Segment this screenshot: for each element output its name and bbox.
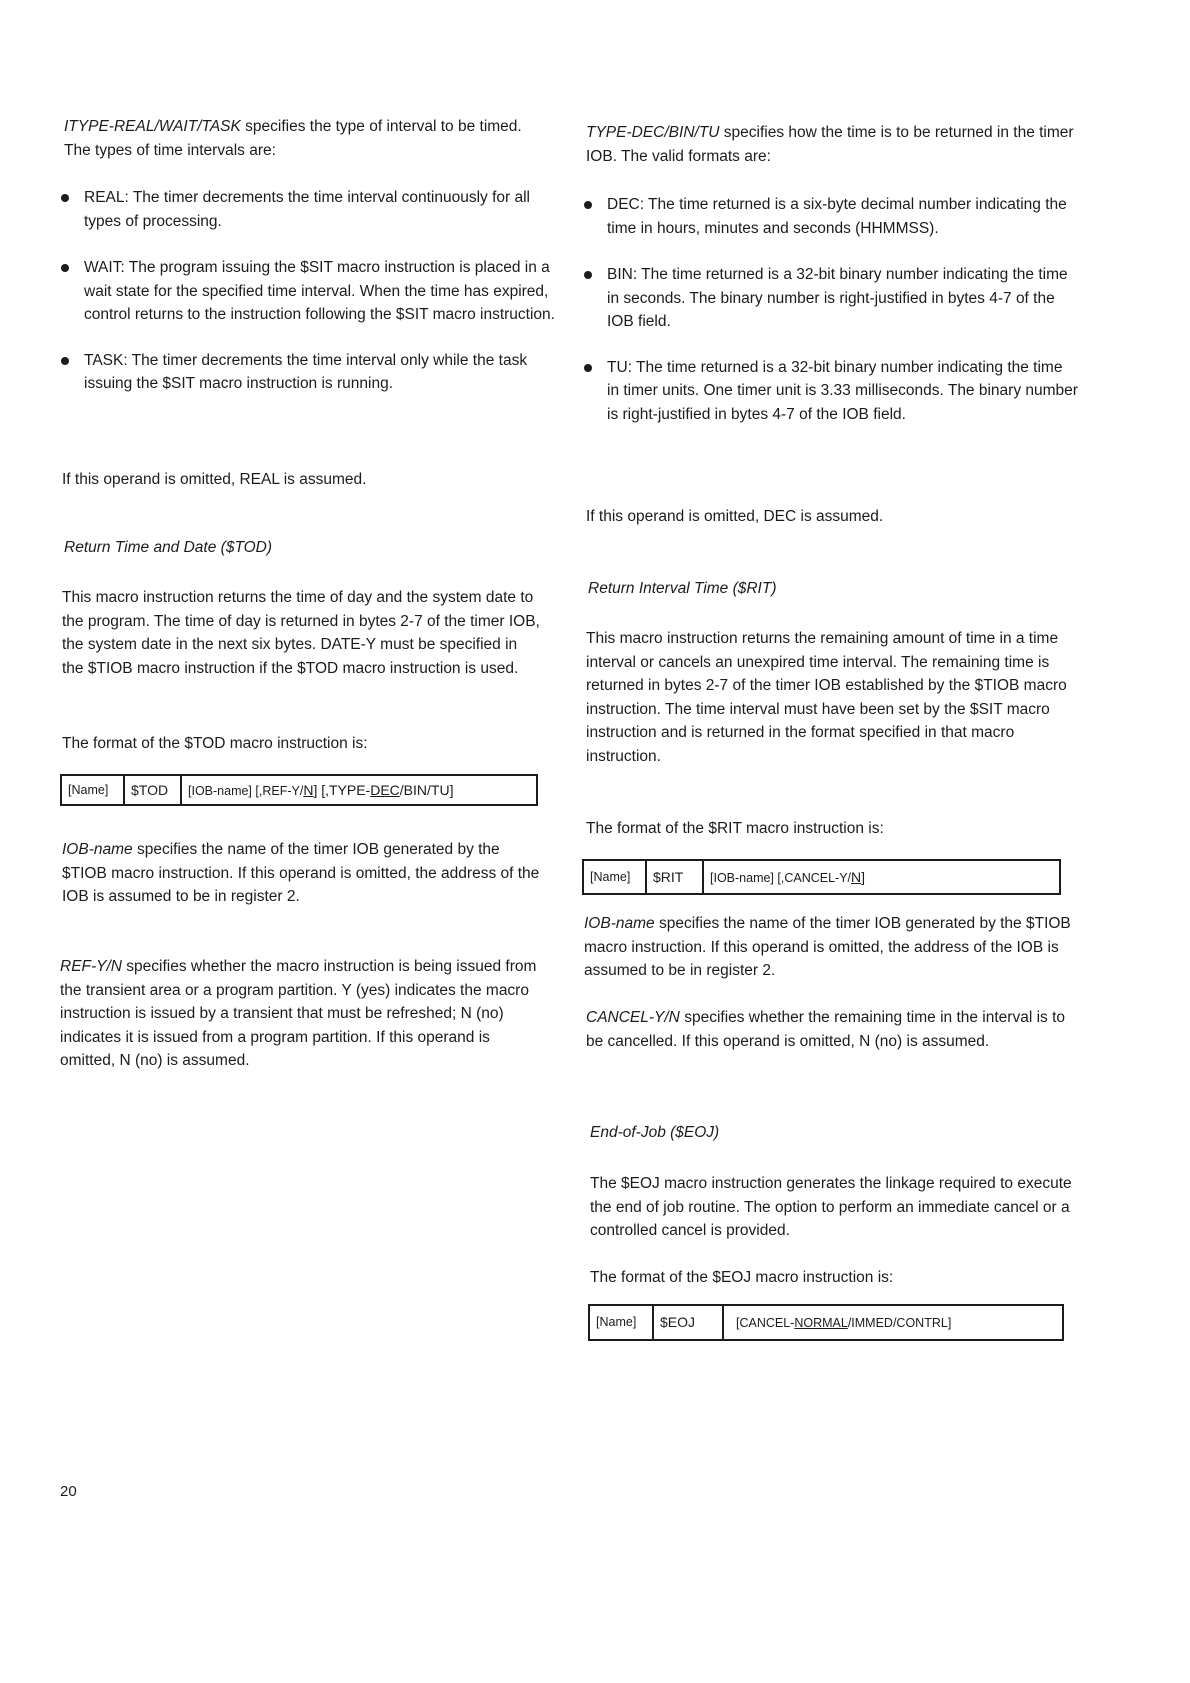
list-item: TASK: The timer decrements the time interval only while the task issuing the $SIT macro instruction is running. xyxy=(60,349,558,396)
list-item: BIN: The time returned is a 32-bit binary number indicating the time in seconds. The binary number is right-justified in bytes 4-7 of the IOB field. xyxy=(583,263,1078,334)
bullet-icon xyxy=(61,357,69,365)
tod-name-cell: [Name] xyxy=(68,783,109,797)
bullet-icon xyxy=(61,264,69,272)
bullet-icon xyxy=(584,364,592,372)
interval-type-list xyxy=(60,186,558,396)
type-default-note: If this operand is omitted, REAL is assumed. xyxy=(62,471,367,488)
list-item: REAL: The timer decrements the time interval continuously for all types of processing. xyxy=(60,186,558,233)
type-operand-text: specifies the type of interval to be timed. The types of time intervals are: xyxy=(64,118,522,159)
type-operand-term: ITYPE-REAL/WAIT/TASK xyxy=(64,118,241,135)
type-format-default-note: If this operand is omitted, DEC is assumed. xyxy=(586,508,884,525)
type-format-paragraph: TYPE-DEC/BIN/TU specifies how the time is to be returned in the timer IOB. The valid formats are: xyxy=(586,124,1074,165)
eoj-heading: End-of-Job ($EOJ) xyxy=(590,1124,720,1141)
tod-op-cell: $TOD xyxy=(123,776,180,804)
tod-description: This macro instruction returns the time of day and the system date to the program. The time of day is returned in bytes 2-7 of the timer IOB, the system date in the next six bytes. DATE-Y must be specified in the $TIOB macro instruction if the $TOD macro instruction is used. xyxy=(62,589,540,677)
eoj-format-intro: The format of the $EOJ macro instruction is: xyxy=(590,1269,894,1286)
eoj-op-cell: $EOJ xyxy=(652,1306,722,1339)
time-format-list xyxy=(583,193,1078,426)
tod-operands-cell: [IOB-name] [,REF-Y/N] [,TYPE-DEC/BIN/TU] xyxy=(180,776,536,804)
ref-paragraph: REF-Y/N specifies whether the macro instruction is being issued from the transient area or a program partition. Y (yes) indicates the macro instruction is issued by a transient that must be refreshed; N (no) indicates it is issued from a program partition. If this operand is omitted, N (no) is assumed. xyxy=(60,958,537,1069)
list-item: DEC: The time returned is a six-byte decimal number indicating the time in hours, minutes and seconds (HHMMSS). xyxy=(583,193,1078,240)
eoj-name-cell: [Name] xyxy=(596,1315,637,1329)
iob-name-paragraph: IOB-name specifies the name of the timer IOB generated by the $TIOB macro instruction. If this operand is omitted, the address of the IOB is assumed to be in register 2. xyxy=(62,841,540,905)
bullet-icon xyxy=(61,194,69,202)
tod-format-box xyxy=(60,774,538,806)
eoj-operands-cell: [CANCEL-NORMAL/IMMED/CONTRL] xyxy=(722,1306,1062,1339)
bullet-icon xyxy=(584,271,592,279)
type-operand-paragraph xyxy=(64,115,534,162)
rit-format-intro: The format of the $RIT macro instruction is: xyxy=(586,820,884,837)
rit-name-cell: [Name] xyxy=(590,870,631,884)
rit-heading: Return Interval Time ($RIT) xyxy=(588,580,777,597)
cancel-paragraph: CANCEL-Y/N specifies whether the remaining time in the interval is to be cancelled. If this operand is omitted, N (no) is assumed. xyxy=(586,1009,1065,1050)
list-item: WAIT: The program issuing the $SIT macro instruction is placed in a wait state for the specified time interval. When the time has expired, control returns to the instruction following the $SIT macro instruction. xyxy=(60,256,558,327)
tod-heading: Return Time and Date ($TOD) xyxy=(64,539,273,556)
rit-operands-cell: [IOB-name] [,CANCEL-Y/N] xyxy=(702,861,1059,893)
rit-op-cell: $RIT xyxy=(645,861,702,893)
rit-description: This macro instruction returns the remaining amount of time in a time interval or cancels an unexpired time interval. The remaining time is returned in bytes 2-7 of the timer IOB established by the $TIOB macro instruction. The time interval must have been set by the $SIT macro instruction and is returned in the format specified in that macro instruction. xyxy=(586,630,1067,765)
list-item: TU: The time returned is a 32-bit binary number indicating the time in timer units. One timer unit is 3.33 milliseconds. The binary number is right-justified in bytes 4-7 of the IOB field. xyxy=(583,356,1078,427)
rit-format-box xyxy=(582,859,1061,895)
bullet-icon xyxy=(584,201,592,209)
eoj-format-box xyxy=(588,1304,1064,1341)
eoj-description: The $EOJ macro instruction generates the linkage required to execute the end of job routine. The option to perform an immediate cancel or a controlled cancel is provided. xyxy=(590,1175,1072,1239)
page-number: 20 xyxy=(60,1483,77,1500)
rit-iob-name-paragraph: IOB-name specifies the name of the timer IOB generated by the $TIOB macro instruction. If this operand is omitted, the address of the IOB is assumed to be in register 2. xyxy=(584,915,1071,979)
tod-format-intro: The format of the $TOD macro instruction is: xyxy=(62,735,368,752)
